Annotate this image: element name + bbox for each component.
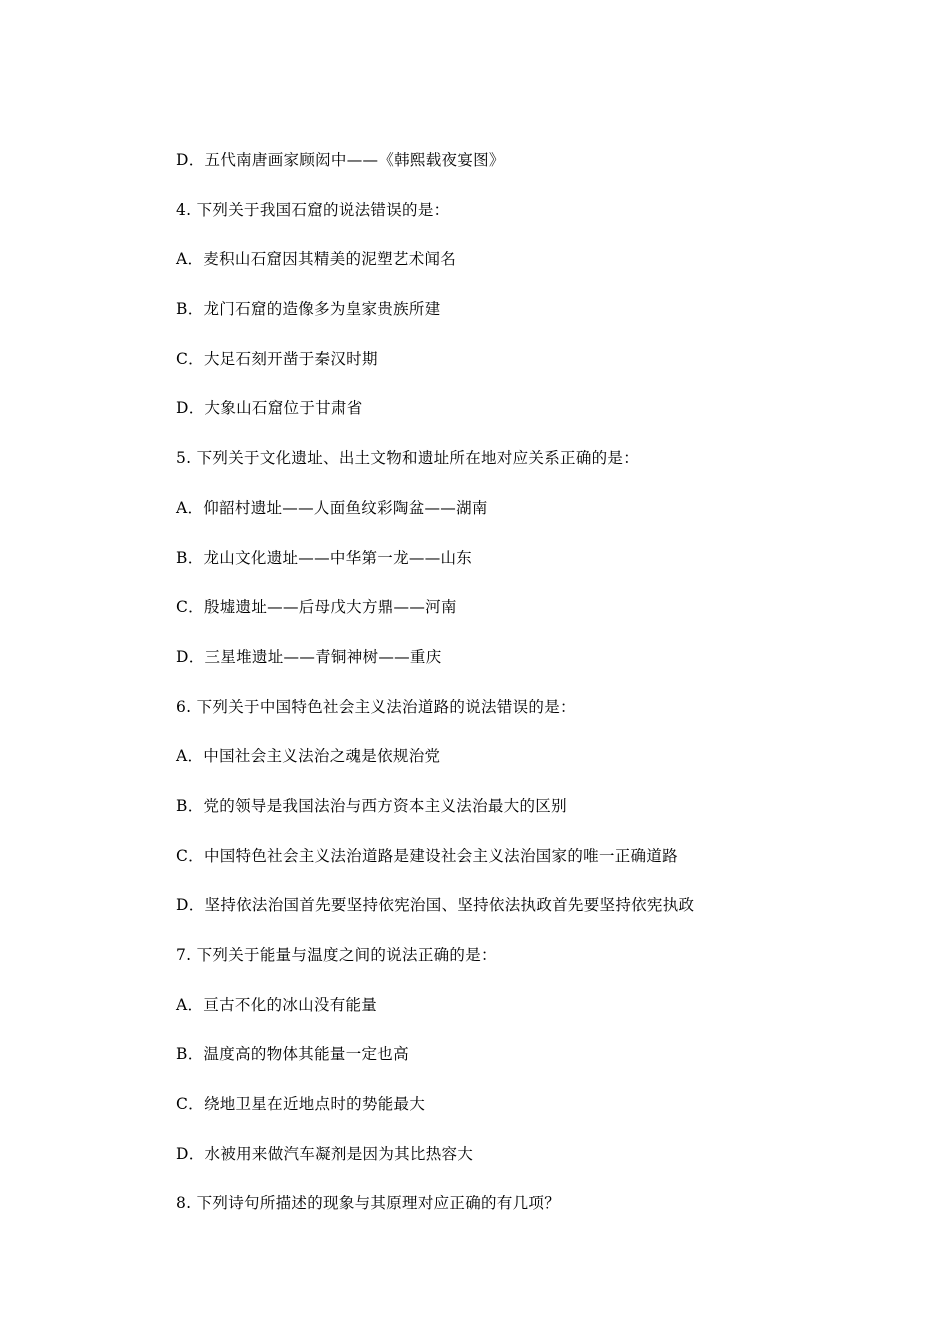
option-5a: A．仰韶村遗址——人面鱼纹彩陶盆——湖南 <box>176 498 488 517</box>
option-7d: D．水被用来做汽车凝剂是因为其比热容大 <box>176 1144 474 1163</box>
option-7a: A．亘古不化的冰山没有能量 <box>176 995 378 1014</box>
document-content <box>176 148 896 1241</box>
option-4a: A．麦积山石窟因其精美的泥塑艺术闻名 <box>176 250 457 269</box>
question-4: 4. 下列关于我国石窟的说法错误的是： <box>176 200 450 219</box>
option-5c: C．殷墟遗址——后母戊大方鼎——河南 <box>176 598 457 617</box>
question-6: 6. 下列关于中国特色社会主义法治道路的说法错误的是： <box>176 697 576 716</box>
option-6b: B．党的领导是我国法治与西方资本主义法治最大的区别 <box>176 796 567 815</box>
option-4b: B．龙门石窟的造像多为皇家贵族所建 <box>176 300 441 319</box>
option-4c: C．大足石刻开凿于秦汉时期 <box>176 349 378 368</box>
question-5: 5. 下列关于文化遗址、出土文物和遗址所在地对应关系正确的是： <box>176 449 640 468</box>
option-6d: D．坚持依法治国首先要坚持依宪治国、坚持依法执政首先要坚持依宪执政 <box>176 896 695 915</box>
option-7c: C．绕地卫星在近地点时的势能最大 <box>176 1095 426 1114</box>
option-5d: D．三星堆遗址——青铜神树——重庆 <box>176 647 442 666</box>
question-7: 7. 下列关于能量与温度之间的说法正确的是： <box>176 946 497 964</box>
option-3d: D．五代南唐画家顾闳中——《韩熙载夜宴图》 <box>176 151 505 169</box>
option-6a: A．中国社会主义法治之魂是依规治党 <box>176 747 441 766</box>
question-8: 8. 下列诗句所描述的现象与其原理对应正确的有几项？ <box>176 1194 561 1213</box>
option-6c: C．中国特色社会主义法治道路是建设社会主义法治国家的唯一正确道路 <box>176 846 678 865</box>
option-7b: B．温度高的物体其能量一定也高 <box>176 1045 409 1064</box>
option-4d: D．大象山石窟位于甘肃省 <box>176 399 363 418</box>
option-5b: B．龙山文化遗址——中华第一龙——山东 <box>176 548 473 567</box>
